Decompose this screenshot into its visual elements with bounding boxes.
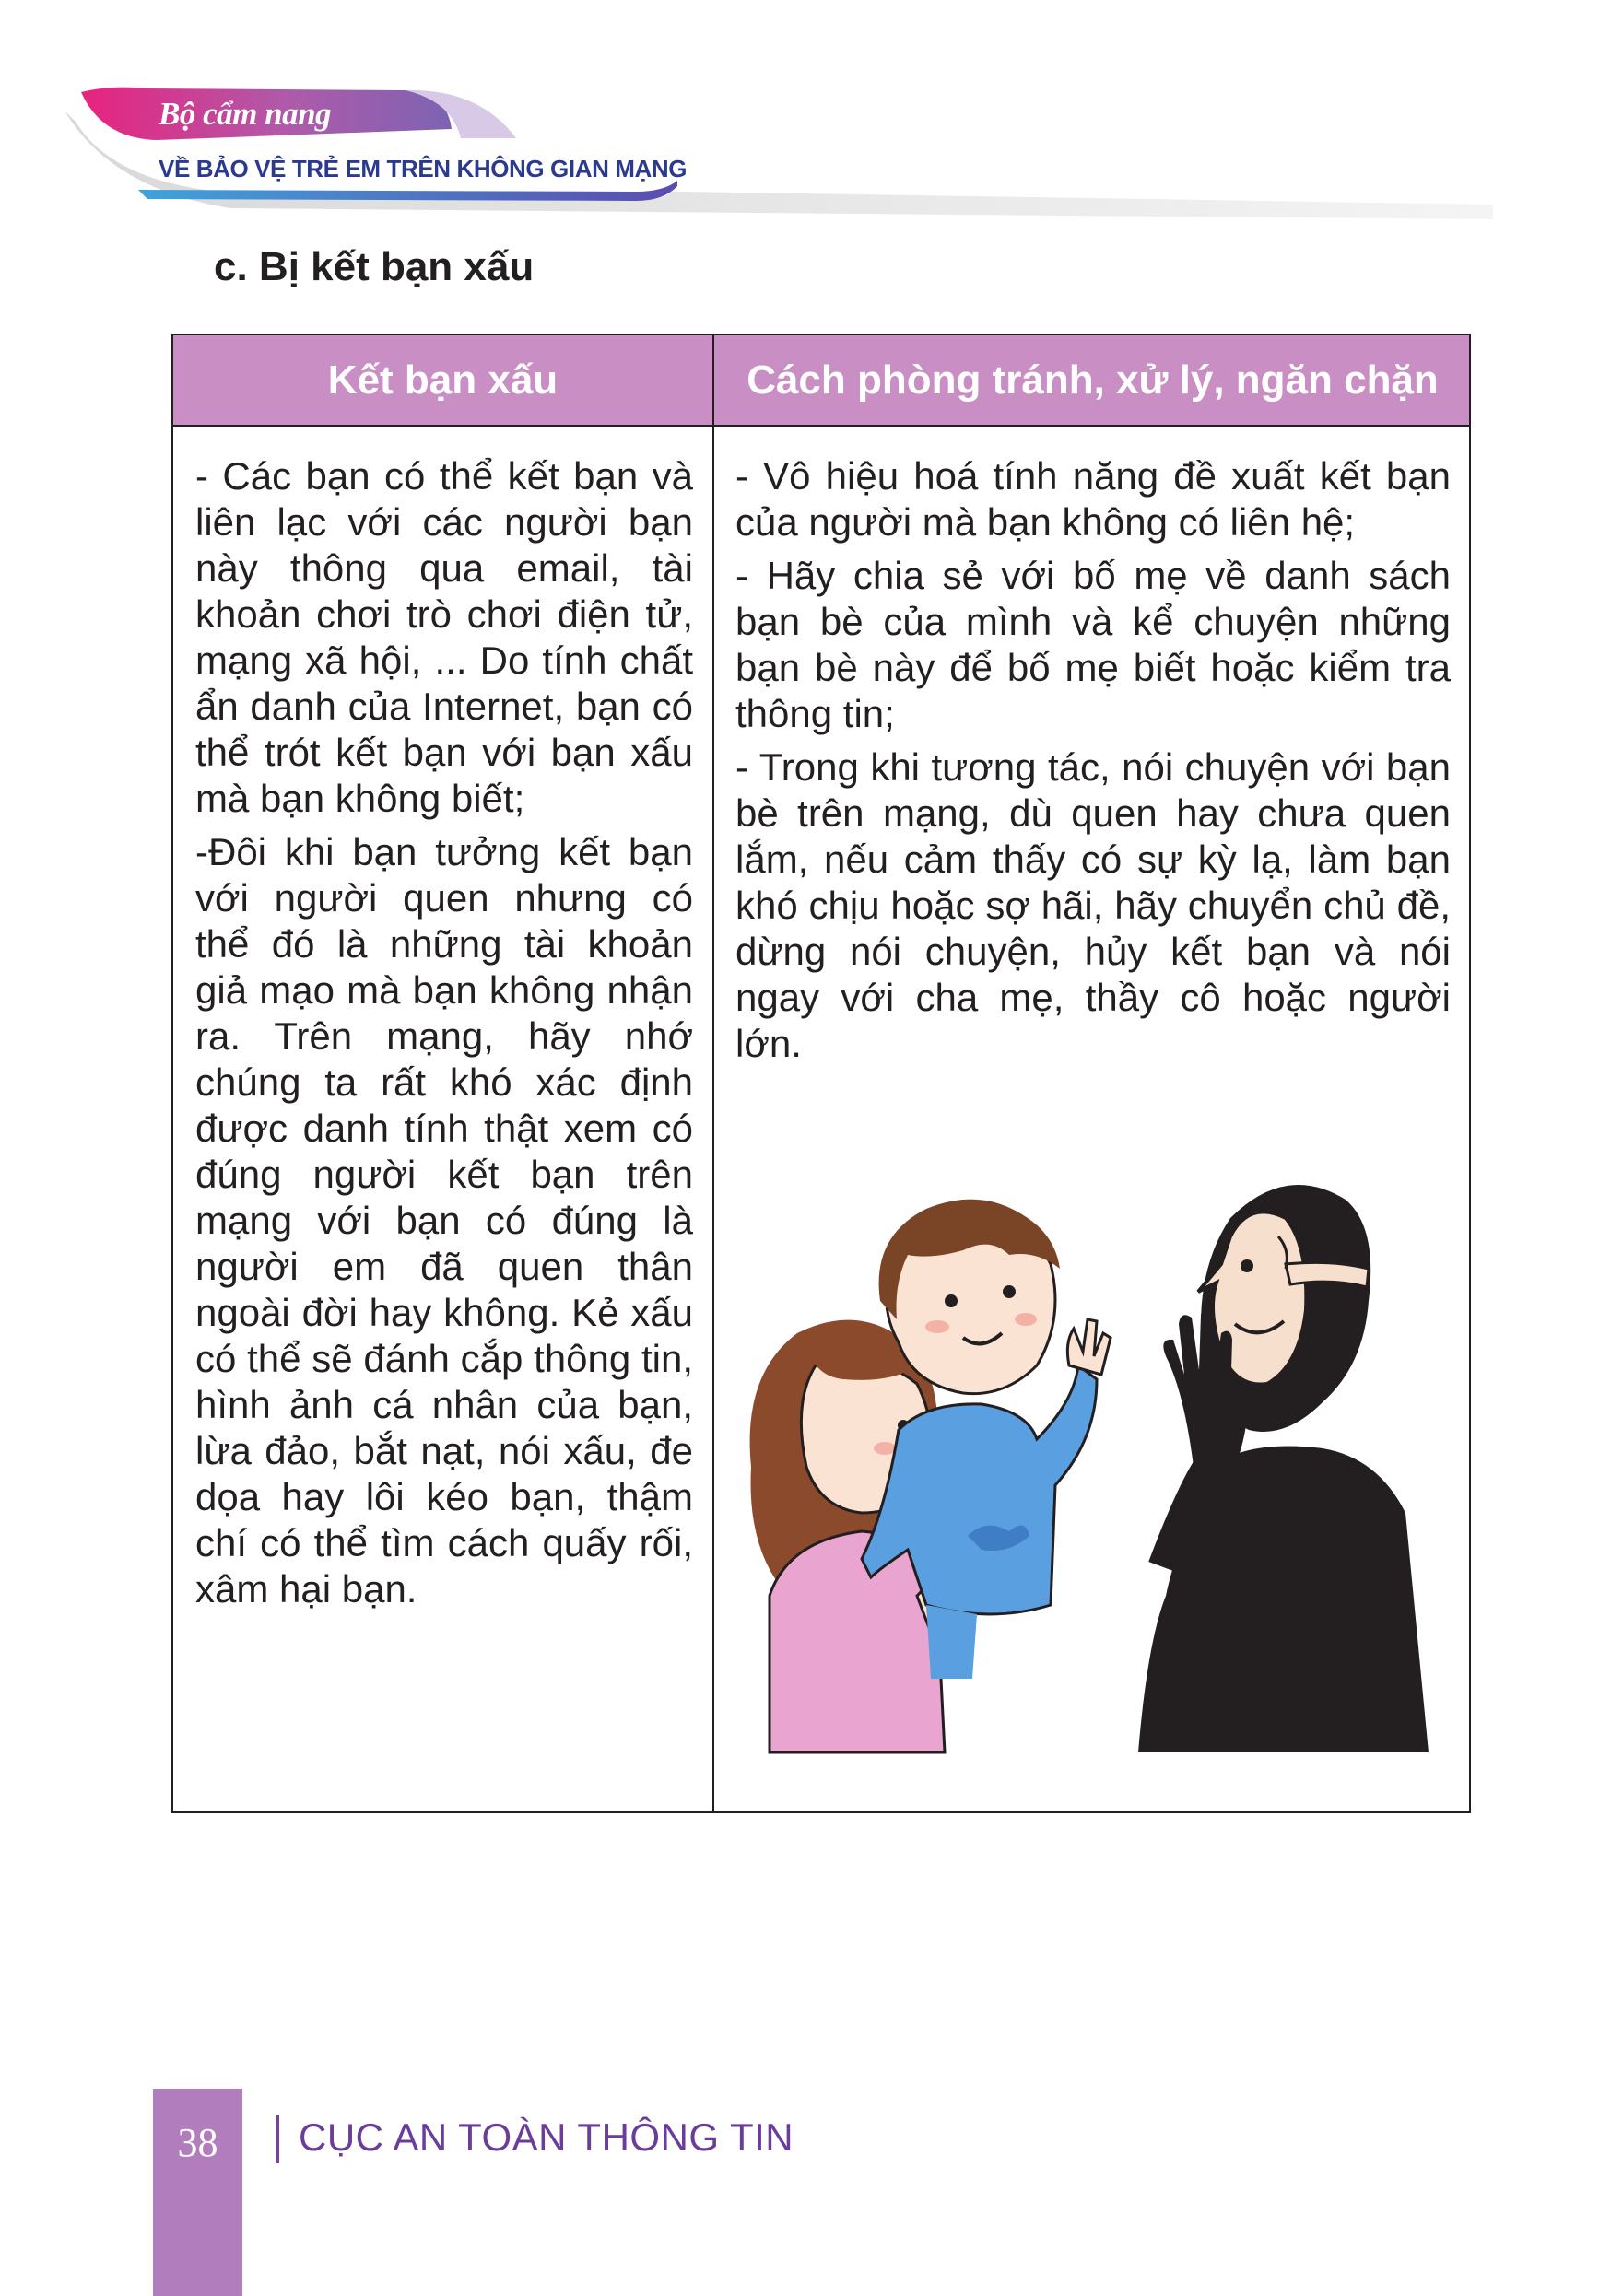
table-header-row	[173, 335, 1469, 427]
prevention-paragraph: - Trong khi tương tác, nói chuyện với bạn bè trên mạng, dù quen hay chưa quen lắm, nếu cảm thấy có sự kỳ lạ, làm bạn khó chịu hoặc sợ hãi, hãy chuyển chủ đề, dừng nói chuyện, hủy kết bạn và nói ngay với cha mẹ, thầy cô hoặc người lớn.	[735, 745, 1451, 1065]
banner-title: Bộ cẩm nang	[159, 96, 332, 132]
bad-friends-paragraph: - Các bạn có thể kết bạn và liên lạc với các người bạn này thông qua email, tài khoản chơi trò chơi điện tử, mạng xã hội, ... Do tính chất ẩn danh của Internet, bạn có thể trót kết bạn với bạn xấu mà bạn không biết;	[195, 454, 693, 820]
banner-subtitle: VỀ BẢO VỆ TRẺ EM TRÊN KHÔNG GIAN MẠNG	[159, 155, 688, 182]
footer-separator	[276, 2115, 279, 2163]
children-masked-stranger-illustration	[733, 1163, 1461, 1771]
bad-friends-cell	[195, 453, 693, 1620]
page-number: 38	[177, 2120, 218, 2165]
mask-eye	[1241, 1259, 1253, 1272]
column-divider	[712, 335, 714, 1811]
column-header-prevention: Cách phòng tránh, xử lý, ngăn chặn	[747, 357, 1439, 403]
prevention-cell	[735, 453, 1451, 1074]
bad-friends-paragraph: -Đôi khi bạn tưởng kết bạn với người quen nhưng có thể đó là những tài khoản giả mạo mà bạn không nhận ra. Trên mạng, hãy nhớ chúng ta rất khó xác định được danh tính thật xem có đúng người kết bạn trên mạng với bạn có đúng là người em đã quen thân ngoài đời hay không. Kẻ xấu có thể sẽ đánh cắp thông tin, hình ảnh cá nhân của bạn, lừa đảo, bắt nạt, nói xấu, đe dọa hay lôi kéo bạn, thậm chí có thể tìm cách quấy rối, xâm hại bạn.	[195, 830, 693, 1611]
prevention-paragraph: - Vô hiệu hoá tính năng đề xuất kết bạn của người mà bạn không có liên hệ;	[735, 454, 1451, 544]
prevention-paragraph: - Hãy chia sẻ với bố mẹ về danh sách bạn bè của mình và kể chuyện những bạn bè này để bố mẹ biết hoặc kiểm tra thông tin;	[735, 554, 1451, 735]
footer-organization: CỤC AN TOÀN THÔNG TIN	[299, 2115, 794, 2159]
header-banner	[0, 0, 1611, 240]
section-title: c. Bị kết bạn xấu	[214, 244, 535, 289]
column-header-bad-friends: Kết bạn xấu	[327, 357, 559, 403]
